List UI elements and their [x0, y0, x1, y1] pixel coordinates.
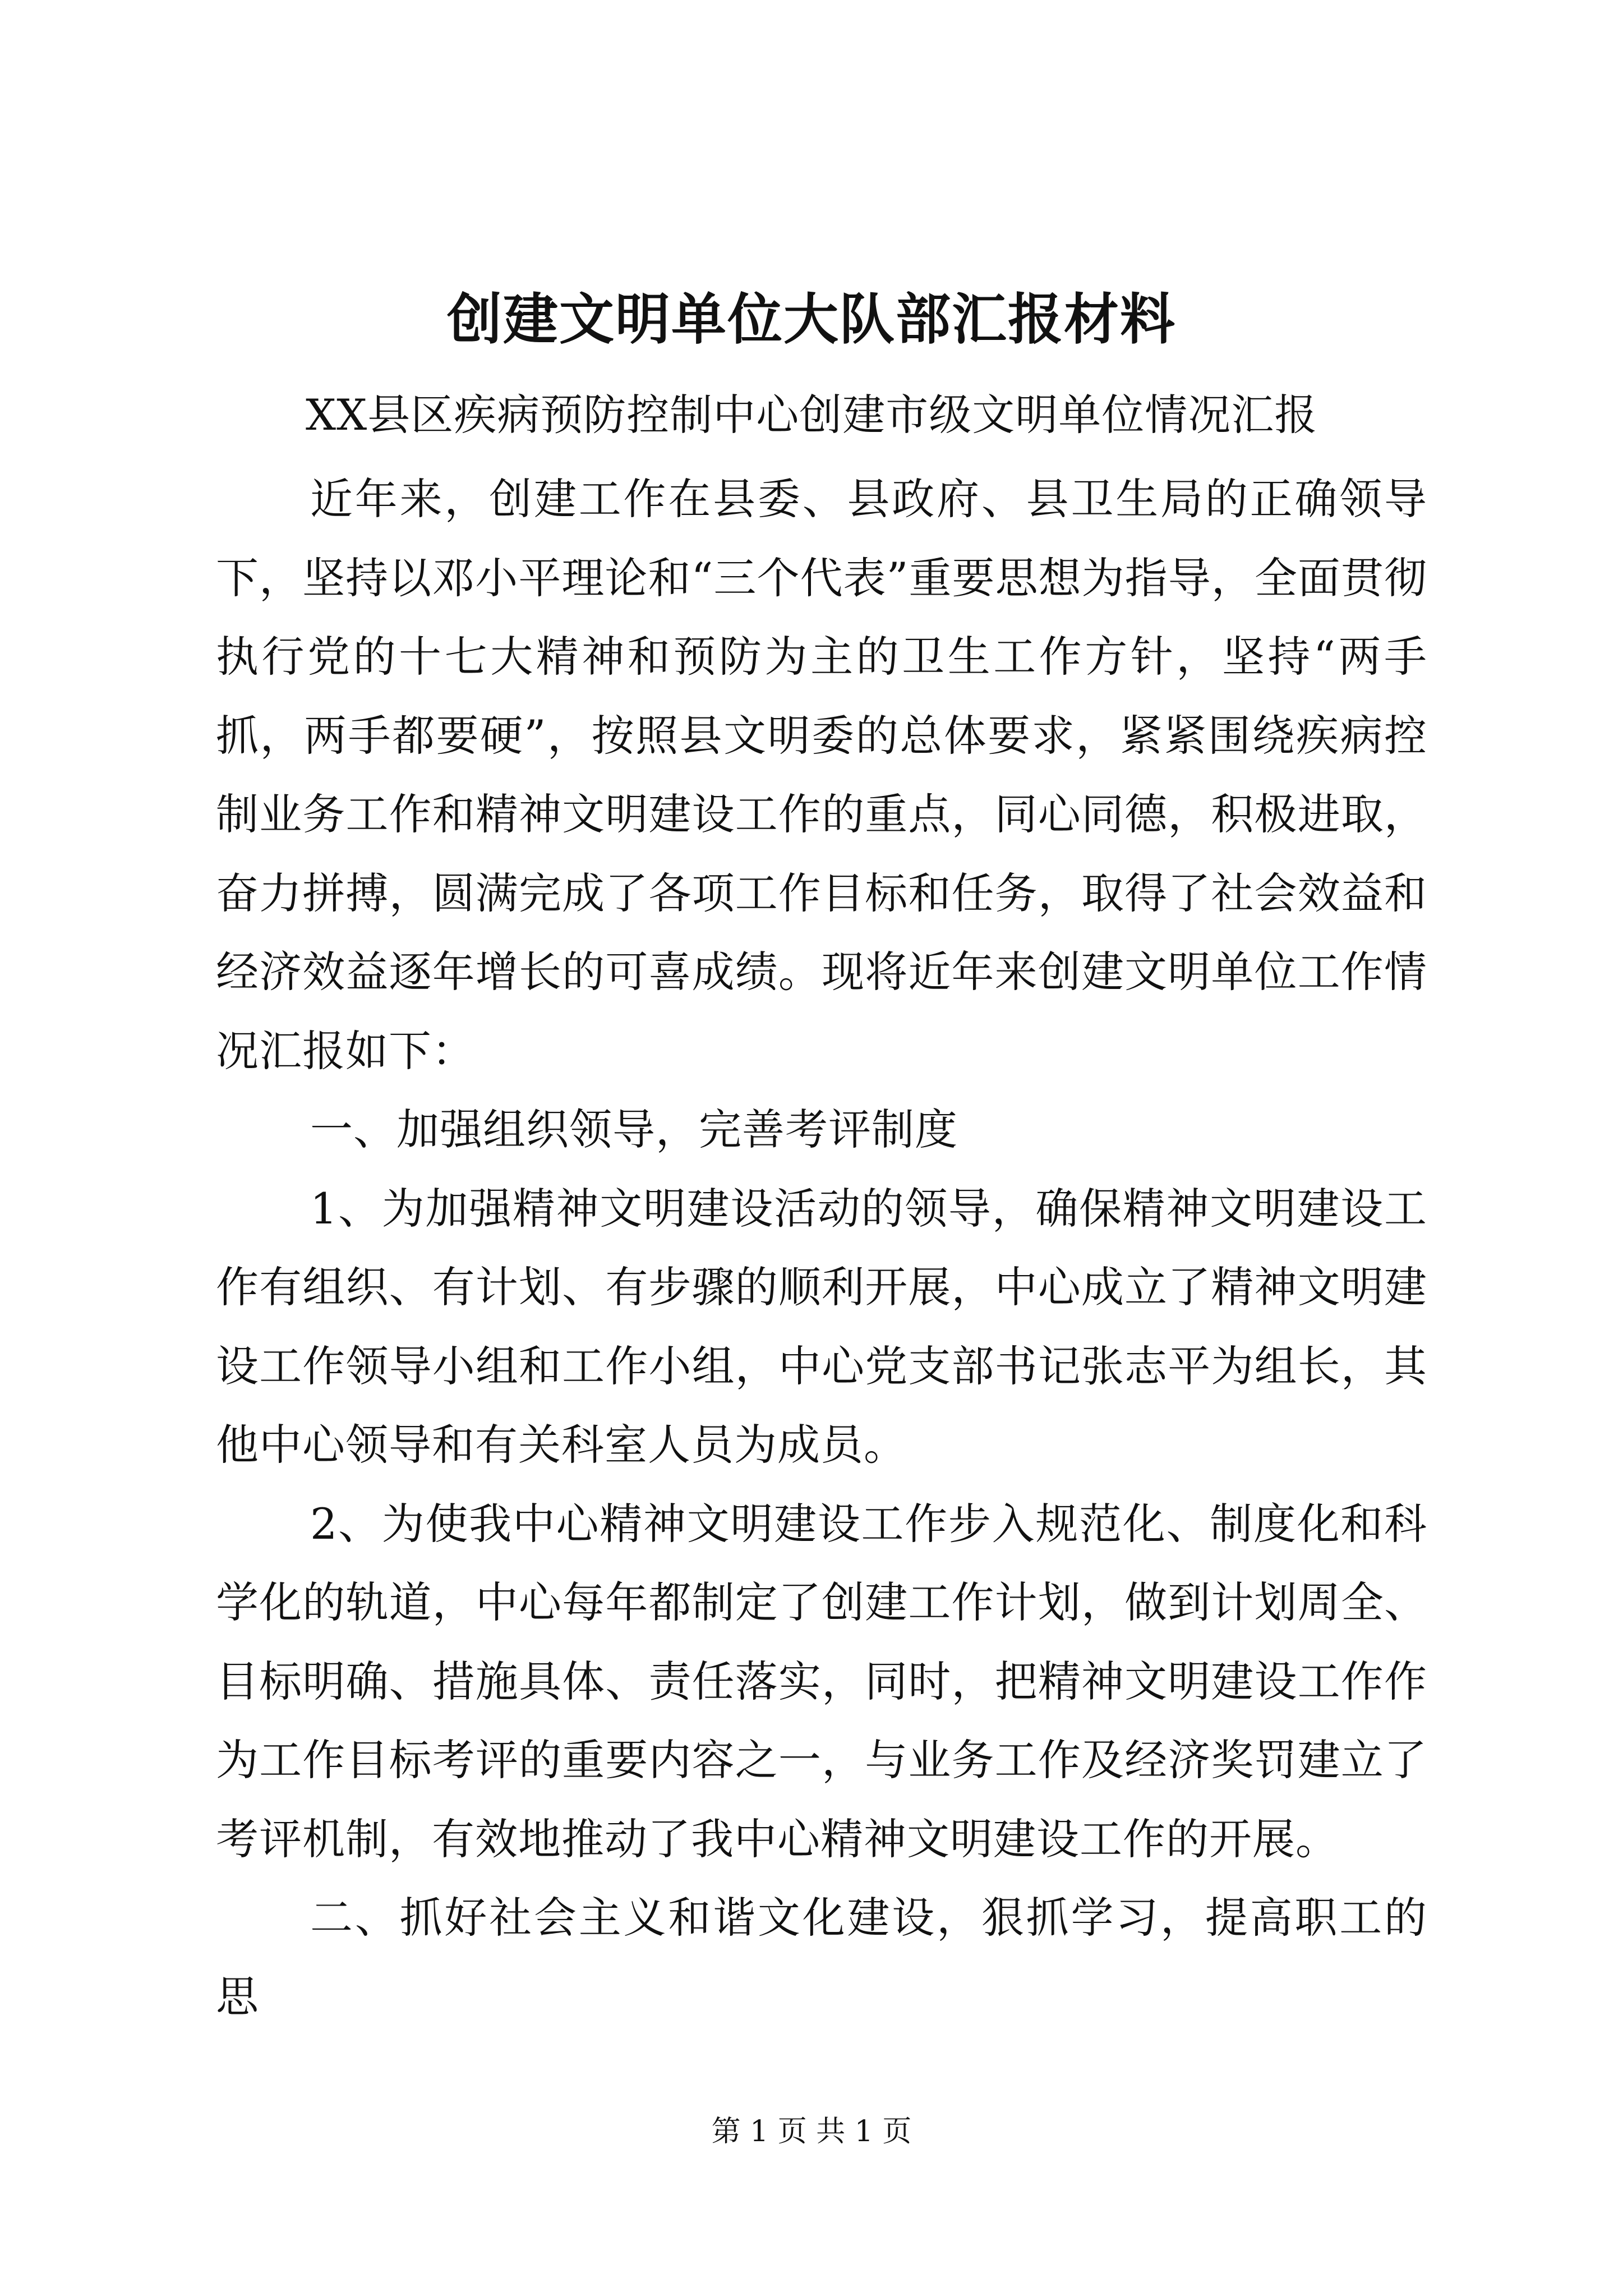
- document-title: 创建文明单位大队部汇报材料: [446, 287, 1176, 352]
- paragraph-item-1: 1、为加强精神文明建设活动的领导，确保精神文明建设工作有组织、有计划、有步骤的顺利开展，中心成立了精神文明建设工作领导小组和工作小组，中心党支部书记张志平为组长，其他中心领导和有关科室人员为成员。: [216, 1183, 1427, 1470]
- page-number-footer: 第 1 页 共 1 页: [711, 2115, 912, 2148]
- section-heading-1: 一、加强组织领导，完善考评制度: [310, 1105, 958, 1154]
- paragraph-item-2: 2、为使我中心精神文明建设工作步入规范化、制度化和科学化的轨道，中心每年都制定了创建工作计划，做到计划周全、目标明确、措施具体、责任落实，同时，把精神文明建设工作作为工作目标考评的重要内容之一，与业务工作及经济奖罚建立了考评机制，有效地推动了我中心精神文明建设工作的开展。: [216, 1498, 1427, 1864]
- document-subtitle: XX县区疾病预防控制中心创建市级文明单位情况汇报: [306, 390, 1318, 440]
- paragraph-intro: 近年来，创建工作在县委、县政府、县卫生局的正确领导下，坚持以邓小平理论和“三个代表”重要思想为指导，全面贯彻执行党的十七大精神和预防为主的卫生工作方针，坚持“两手抓，两手都要硬”，按照县文明委的总体要求，紧紧围绕疾病控制业务工作和精神文明建设工作的重点，同心同德，积极进取，奋力拼搏，圆满完成了各项工作目标和任务，取得了社会效益和经济效益逐年增长的可喜成绩。现将近年来创建文明单位工作情况汇报如下：: [216, 474, 1427, 1076]
- section-heading-2: 二、抓好社会主义和谐文化建设，狠抓学习，提高职工的思: [216, 1893, 1427, 2022]
- document-body: [216, 460, 1427, 2036]
